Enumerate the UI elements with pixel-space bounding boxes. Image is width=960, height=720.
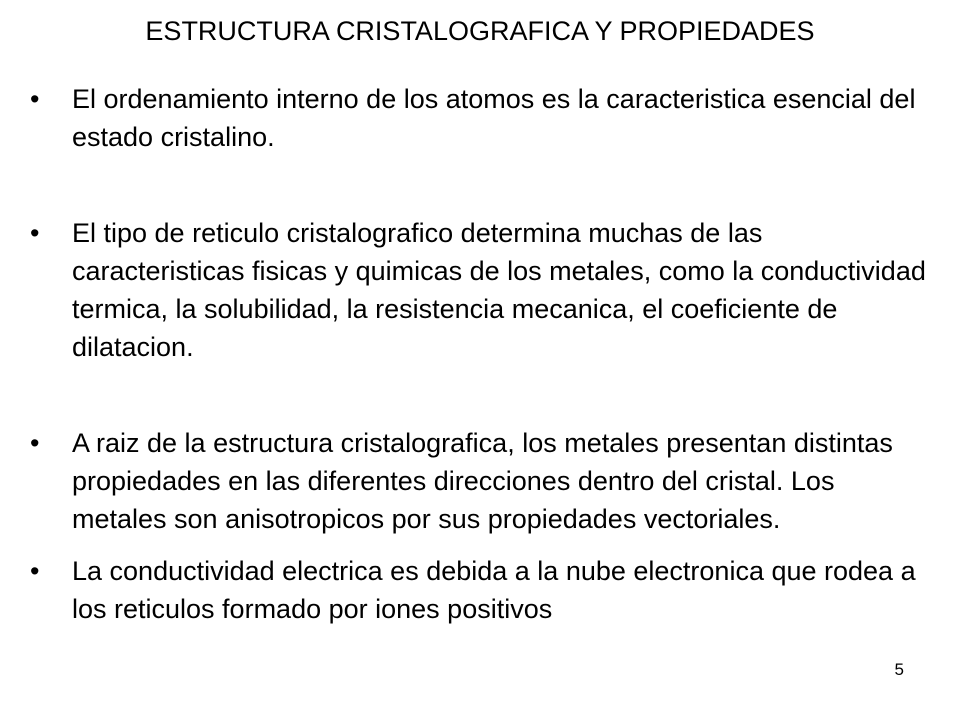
bullet-icon: • xyxy=(30,218,40,248)
bullet-text: La conductividad electrica es debida a la nube electronica que rodea a los reticulos formado por iones positivos xyxy=(72,556,916,624)
bullet-text: A raiz de la estructura cristalografica, los metales presentan distintas propiedades en las diferentes direcciones dentro del cristal. Los metales son anisotropicos por sus propiedades vectoriales. xyxy=(72,428,893,534)
bullet-icon: • xyxy=(30,84,40,114)
bullet-item xyxy=(30,214,930,366)
bullet-text: El ordenamiento interno de los atomos es la caracteristica esencial del estado cristalino. xyxy=(72,84,916,152)
bullet-text: El tipo de reticulo cristalografico determina muchas de las caracteristicas fisicas y quimicas de los metales, como la conductividad termica, la solubilidad, la resistencia mecanica, el coeficiente de dilatacion. xyxy=(72,218,926,362)
bullet-icon: • xyxy=(30,556,40,586)
bullet-icon: • xyxy=(30,428,40,458)
bullet-item xyxy=(30,552,930,628)
slide-title: ESTRUCTURA CRISTALOGRAFICA Y PROPIEDADES xyxy=(145,16,815,46)
bullet-list xyxy=(30,80,930,628)
bullet-item xyxy=(30,80,930,156)
bullet-item xyxy=(30,424,930,538)
page-number: 5 xyxy=(894,660,904,679)
